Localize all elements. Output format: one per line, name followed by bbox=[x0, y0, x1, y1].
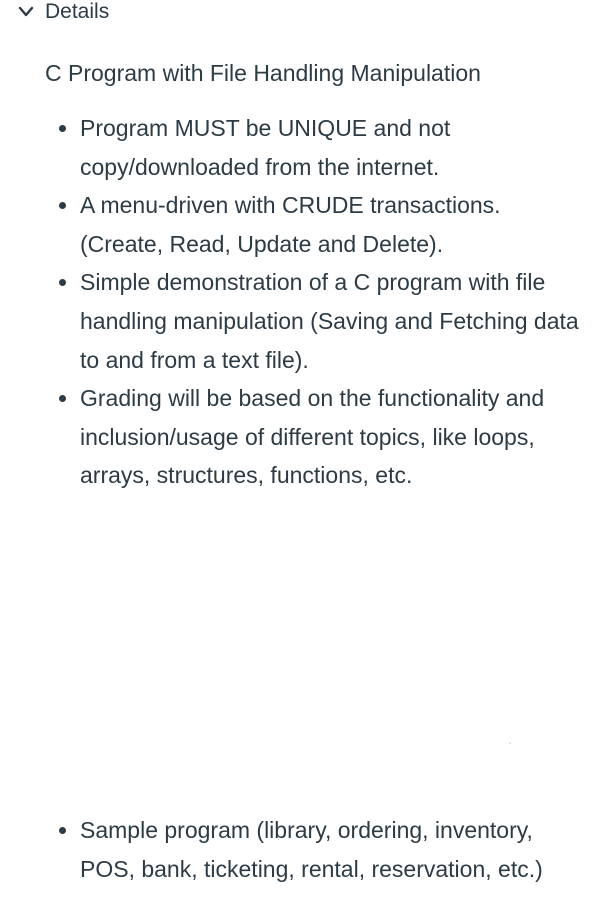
bullet-icon bbox=[59, 827, 66, 834]
bullet-icon bbox=[59, 279, 66, 286]
list-item-text: Sample program (library, ordering, inventory, POS, bank, ticketing, rental, reservation, etc.) bbox=[80, 817, 543, 882]
list-item bbox=[0, 263, 600, 379]
bullet-icon bbox=[59, 202, 66, 209]
section-title: C Program with File Handling Manipulation bbox=[45, 60, 481, 86]
list-item-text: A menu-driven with CRUDE transactions. (Create, Read, Update and Delete). bbox=[80, 192, 501, 257]
list-item bbox=[0, 811, 600, 888]
list-item bbox=[0, 186, 600, 263]
requirements-list bbox=[0, 109, 600, 495]
list-item-text: Grading will be based on the functionality and inclusion/usage of different topics, like loops, arrays, structures, functions, etc. bbox=[80, 385, 545, 489]
details-toggle[interactable] bbox=[0, 0, 600, 26]
faint-mark bbox=[509, 742, 511, 744]
list-item bbox=[0, 109, 600, 186]
bullet-icon bbox=[59, 125, 66, 132]
bullet-icon bbox=[59, 395, 66, 402]
list-item-text: Simple demonstration of a C program with file handling manipulation (Saving and Fetching data to and from a text file). bbox=[80, 269, 579, 373]
list-item bbox=[0, 379, 600, 495]
list-item-text: Program MUST be UNIQUE and not copy/downloaded from the internet. bbox=[80, 115, 451, 180]
sample-program-list bbox=[0, 811, 600, 888]
chevron-down-icon[interactable] bbox=[18, 5, 34, 19]
details-label[interactable]: Details bbox=[45, 0, 110, 23]
